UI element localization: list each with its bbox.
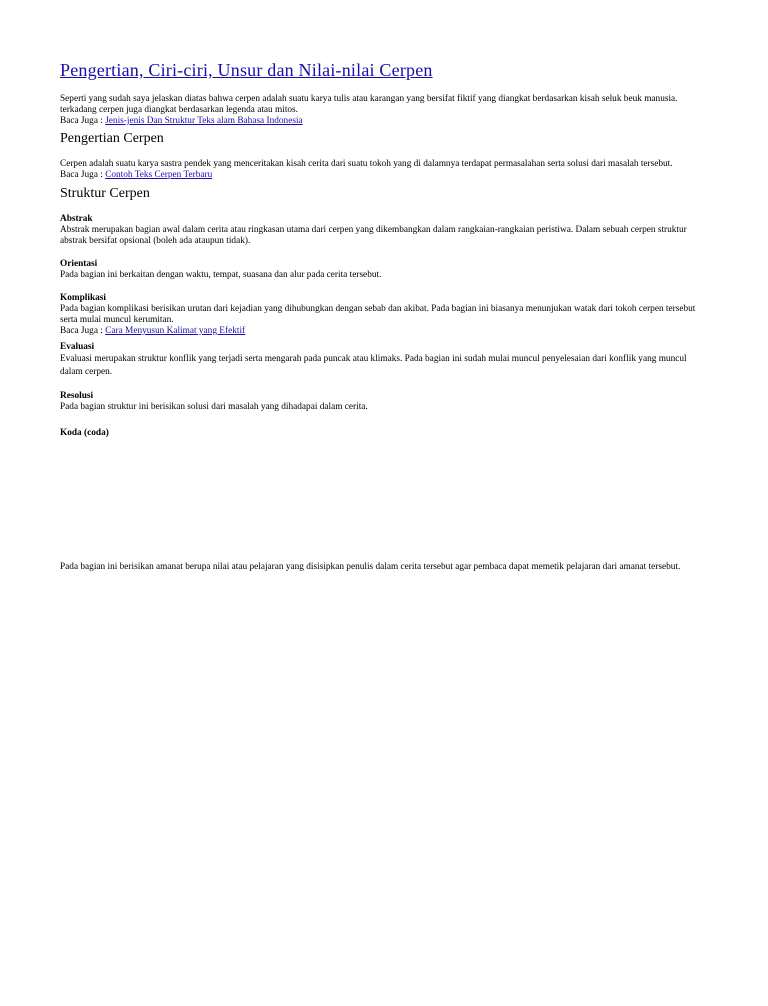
koda-text: Pada bagian ini berisikan amanat berupa nilai atau pelajaran yang disisipkan penulis dalam cerita tersebut agar pembaca dapat memetik pelajaran dari amanat tersebut. [60,562,681,572]
pengertian-body [60,159,700,181]
baca-juga-prefix: Baca Juga : [60,170,106,180]
komplikasi-label: Komplikasi [60,293,106,303]
evaluasi-block [60,342,700,379]
baca-juga-prefix: Baca Juga : [60,116,106,126]
abstrak-block [60,214,700,247]
abstrak-label: Abstrak [60,214,93,224]
title-link[interactable]: Pengertian, Ciri-ciri, Unsur dan Nilai-nilai Cerpen [60,60,433,80]
koda-body [60,562,700,573]
resolusi-label: Resolusi [60,391,94,401]
komplikasi-block [60,293,700,337]
page-title [60,60,433,81]
orientasi-text: Pada bagian ini berkaitan dengan waktu, tempat, suasana dan alur pada cerita tersebut. [60,270,382,280]
baca-juga-link-jenis[interactable]: Jenis-jenis Dan Struktur Teks alam Bahasa Indonesia [105,116,303,126]
intro-baca-juga [60,116,700,127]
struktur-section [60,186,700,202]
orientasi-block [60,259,700,281]
baca-juga-link-contoh[interactable]: Contoh Teks Cerpen Terbaru [105,170,213,180]
abstrak-text: Abstrak merupakan bagian awal dalam cerita atau ringkasan utama dari cerpen yang dikembangkan dalam rangkaian-rangkaian peristiwa. Dalam sebuah cerpen struktur abstrak bersifat opsional (boleh ada ataupun tidak). [60,225,687,246]
evaluasi-label: Evaluasi [60,342,95,352]
baca-juga-link-kalimat[interactable]: Cara Menyusun Kalimat yang Efektif [105,326,246,336]
resolusi-block [60,391,700,413]
evaluasi-text: Evaluasi merupakan struktur konflik yang terjadi serta mengarah pada puncak atau klimaks. Pada bagian ini sudah mulai muncul penyelesaian dari konflik yang muncul dalam cerpen. [60,354,687,377]
intro-paragraph: Seperti yang sudah saya jelaskan diatas bahwa cerpen adalah suatu karya tulis atau karangan yang bersifat fiktif yang diangkat berdasarkan kisah seluk beuk manusia. terkadang cerpen juga diangkat berdasarkan legenda atau mitos. [60,94,678,115]
pengertian-heading: Pengertian Cerpen [60,131,164,146]
resolusi-text: Pada bagian struktur ini berisikan solusi dari masalah yang dihadapai dalam cerita. [60,402,368,412]
struktur-heading: Struktur Cerpen [60,186,150,201]
intro-section [60,94,700,127]
pengertian-paragraph: Cerpen adalah suatu karya sastra pendek yang menceritakan kisah cerita dari suatu tokoh yang di dalamnya terdapat permasalahan serta solusi dari masalah tersebut. [60,159,673,169]
baca-juga-prefix: Baca Juga : [60,326,106,336]
pengertian-baca-juga [60,170,700,181]
orientasi-label: Orientasi [60,259,98,269]
komplikasi-baca-juga [60,326,700,337]
komplikasi-text: Pada bagian komplikasi berisikan urutan dari kejadian yang dihubungkan dengan sebab dan akibat. Pada bagian ini biasanya menunjukan watak dari tokoh cerpen tersebut serta mulai muncul kerumitan. [60,304,696,325]
koda-block [60,428,700,439]
koda-label: Koda (coda) [60,428,109,438]
pengertian-section [60,131,700,147]
